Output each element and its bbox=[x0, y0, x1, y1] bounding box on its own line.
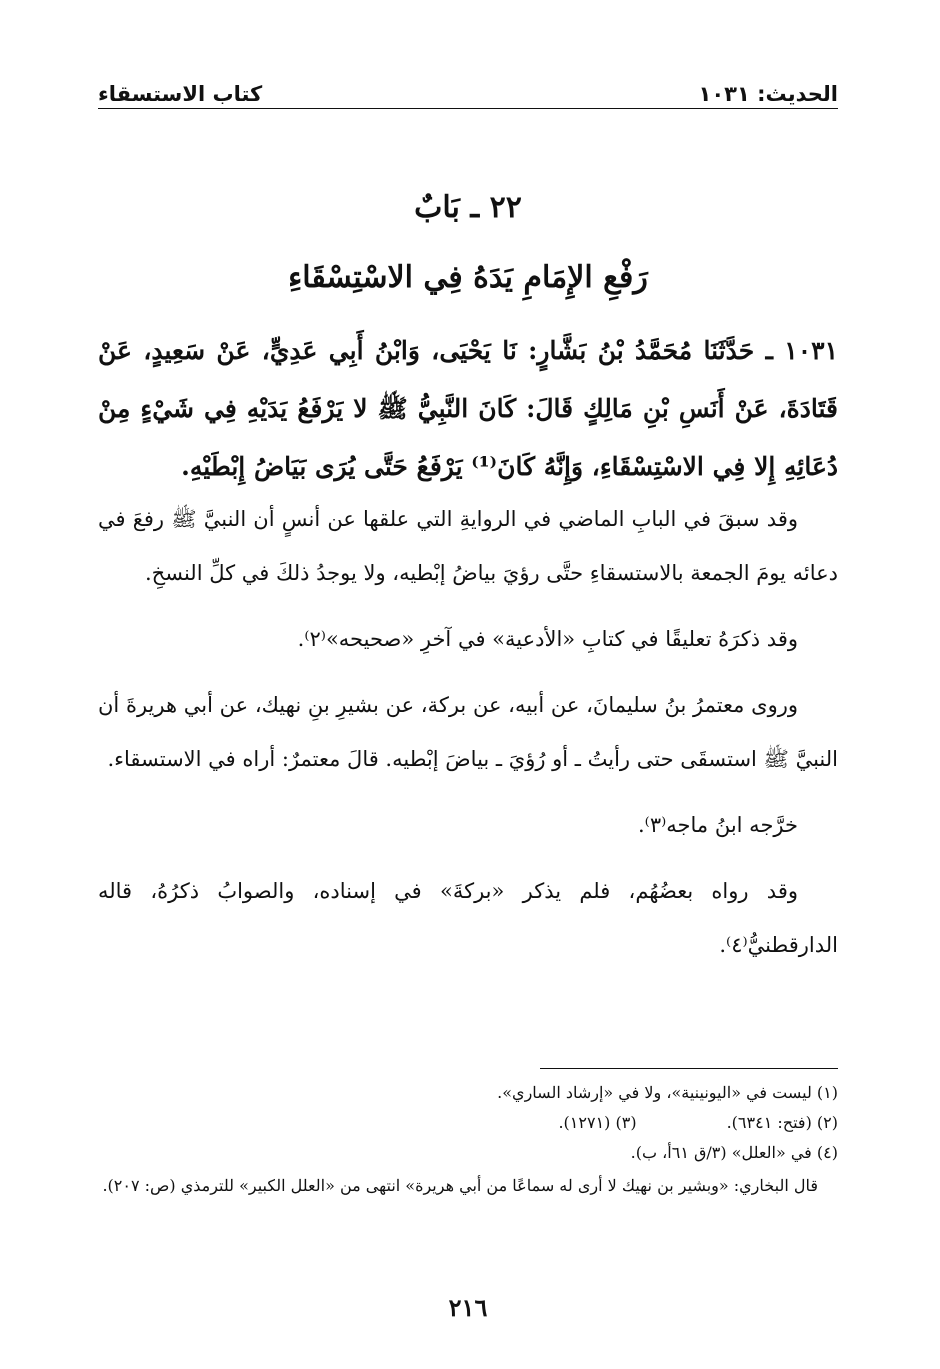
footnote-2: (٢) (فتح: ٦٣٤١). bbox=[726, 1113, 838, 1132]
commentary-paragraph: خرَّجه ابنُ ماجه⁽٣⁾. bbox=[638, 813, 798, 837]
footnote-row bbox=[98, 1108, 838, 1138]
footnote-quote-text: قال البخاري: «وبشير بن نهيك لا أرى له سماعًا من أبي هريرة» انتهى من «العلل الكبير» للترمذي (ص: ٢٠٧). bbox=[102, 1176, 818, 1195]
footnote-4: (٤) في «العلل» (٣/ق ٦١أ، ب). bbox=[630, 1143, 838, 1162]
footnote-3: (٣) (١٢٧١). bbox=[558, 1113, 637, 1132]
commentary-paragraph: وقد سبقَ في البابِ الماضي في الروايةِ التي علقها عن أنسٍ أن النبيَّ ﷺ رفعَ في دعائه يومَ الجمعة بالاستسقاءِ حتَّى رؤيَ بياضُ إبْطيه، ولا يوجدُ ذلكَ في كلِّ النسخِ. bbox=[98, 507, 838, 585]
footnote-quote bbox=[98, 1170, 838, 1202]
hadith-text: ١٠٣١ ـ حَدَّثَنَا مُحَمَّدُ بْنُ بَشَّارٍ: نَا يَحْيَى، وَابْنُ أَبِي عَدِيٍّ، عَنْ سَعِيدٍ، عَنْ قَتَادَةَ، عَنْ أَنَسِ بْنِ مَالِكٍ قَالَ: كَانَ النَّبِيُّ ﷺ لا يَرْفَعُ يَدَيْهِ فِي شَيْءٍ مِنْ دُعَائِهِ إِلا فِي الاسْتِسْقَاءِ، وَإِنَّهُ كَانَ⁽¹⁾ يَرْفَعُ حَتَّى يُرَى بَيَاضُ إِبْطَيْهِ. bbox=[98, 336, 838, 481]
commentary-paragraph: وقد رواه بعضُهُم، فلم يذكر «بركةَ» في إسناده، والصوابُ ذكرُهُ، قاله الدارقطنيُّ⁽٤⁾. bbox=[98, 879, 838, 957]
chapter-title: ٢٢ ـ بَابٌ bbox=[414, 190, 522, 225]
commentary bbox=[98, 492, 838, 984]
footnotes bbox=[98, 1078, 838, 1202]
commentary-paragraph: وقد ذكرَهُ تعليقًا في كتابِ «الأدعية» في آخرِ «صحيحه»⁽٢⁾. bbox=[297, 627, 798, 651]
chapter-subtitle: رَفْعِ الإِمَامِ يَدَهُ فِي الاسْتِسْقَاءِ bbox=[288, 260, 648, 295]
footnote-rule bbox=[540, 1068, 838, 1069]
running-header bbox=[98, 76, 838, 106]
header-hadith-number: الحديث: ١٠٣١ bbox=[698, 82, 838, 106]
header-book-title: كتاب الاستسقاء bbox=[98, 82, 263, 106]
footnote-1: (١) ليست في «اليونينية»، ولا في «إرشاد الساري». bbox=[497, 1083, 838, 1102]
commentary-paragraph: وروى معتمرُ بنُ سليمانَ، عن أبيه، عن بركة، عن بشيرِ بنِ نهيك، عن أبي هريرةَ أن النبيَّ ﷺ استسقَى حتى رأيتُ ـ أو رُؤيَ ـ بياضَ إبْطيه. قالَ معتمرٌ: أراه في الاستسقاء. bbox=[98, 693, 838, 771]
header-rule bbox=[98, 108, 838, 109]
page-number: ٢١٦ bbox=[448, 1293, 488, 1322]
